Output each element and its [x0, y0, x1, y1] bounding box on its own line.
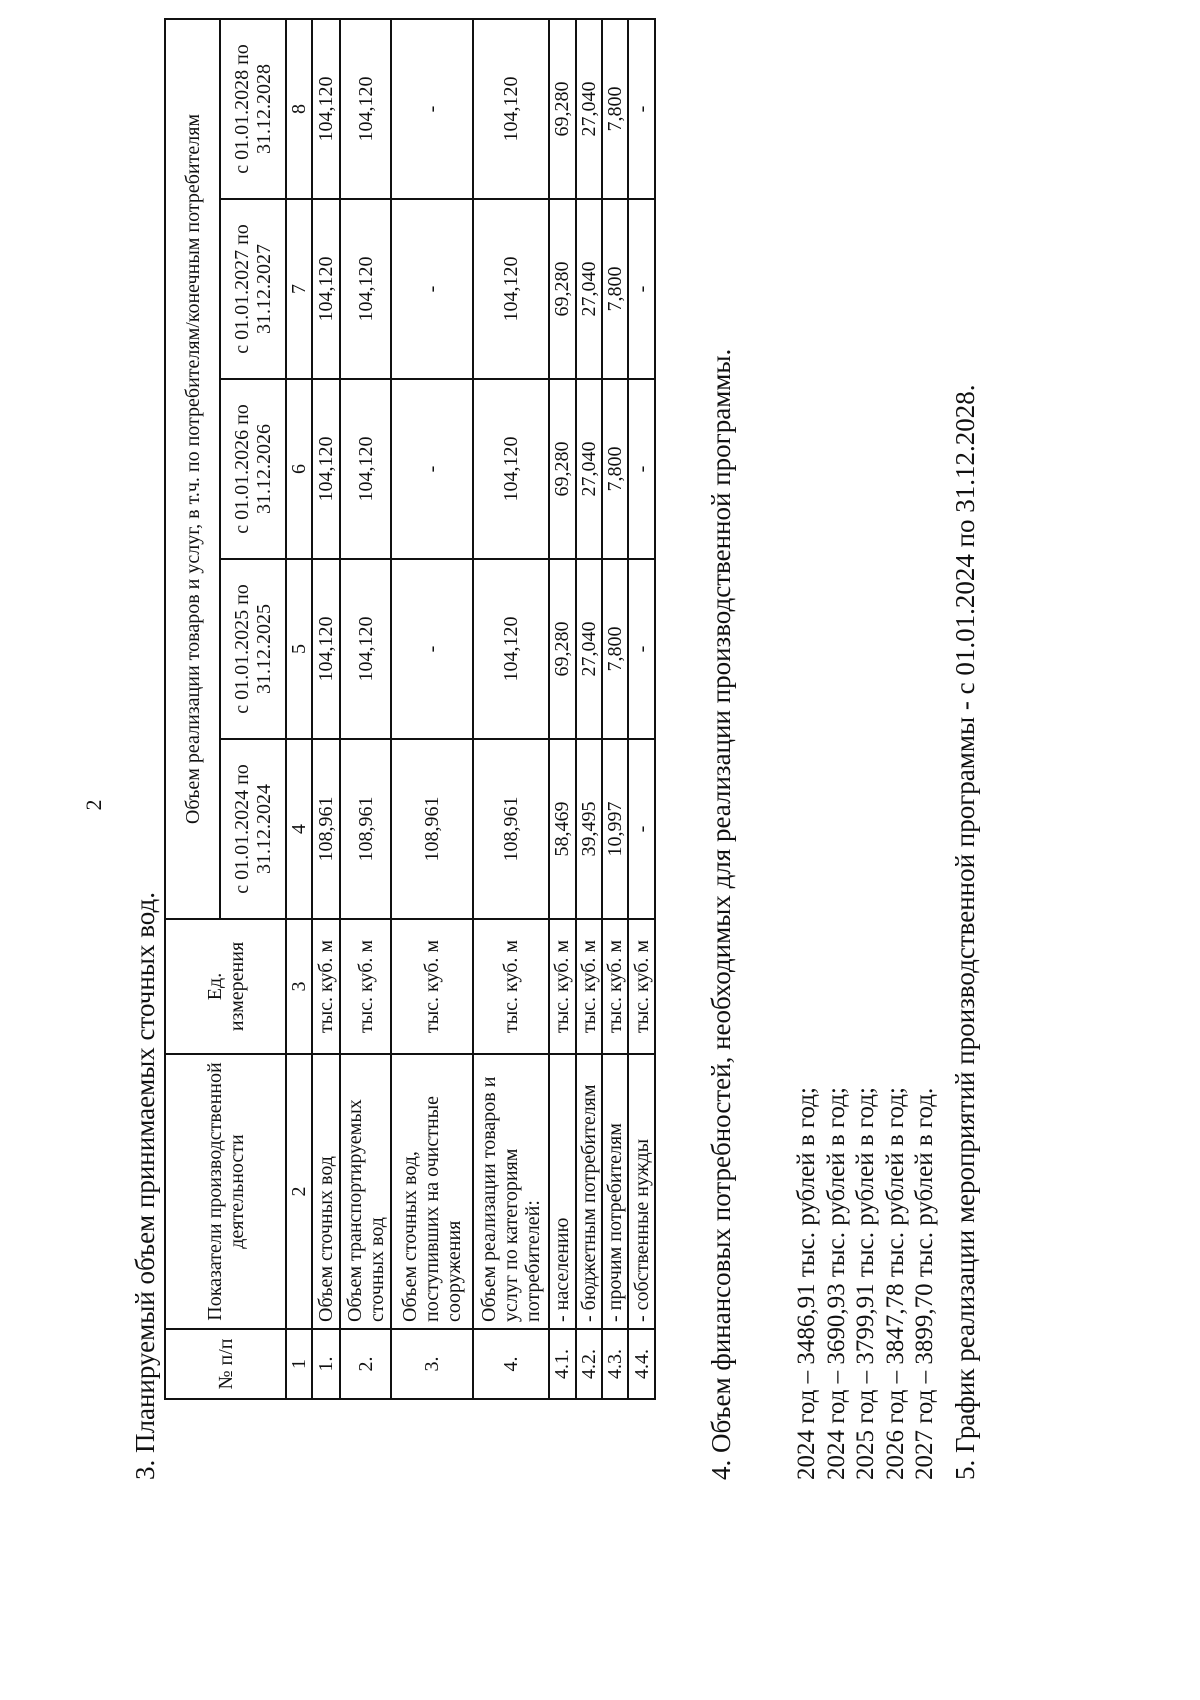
row-value: 69,280	[549, 379, 575, 559]
row-value: 104,120	[312, 199, 340, 379]
row-num: 4.	[473, 1329, 549, 1399]
row-value: -	[628, 199, 655, 379]
table-row	[340, 19, 391, 1399]
row-value: 69,280	[549, 559, 575, 739]
row-value: 27,040	[576, 559, 602, 739]
section-5-title: 5. График реализации мероприятий производственной программы - с 01.01.2024 по 31.12.2028.	[950, 384, 980, 1480]
table-row	[549, 19, 575, 1399]
financial-needs-item: 2026 год – 3847,78 тыс. рублей в год;	[881, 1087, 909, 1480]
financial-needs-list	[792, 1087, 940, 1480]
row-indicator: Объем реализации товаров и услуг по категориям потребителей:	[473, 1054, 549, 1329]
row-unit: тыс. куб. м	[473, 919, 549, 1054]
row-unit: тыс. куб. м	[549, 919, 575, 1054]
row-value: 58,469	[549, 739, 575, 919]
row-value: 104,120	[340, 559, 391, 739]
row-value: 27,040	[576, 19, 602, 199]
row-num: 4.1.	[549, 1329, 575, 1399]
row-value: 104,120	[473, 19, 549, 199]
header-unit: Ед. измерения	[165, 919, 286, 1054]
row-unit: тыс. куб. м	[576, 919, 602, 1054]
financial-needs-item: 2024 год – 3486,91 тыс. рублей в год;	[793, 1087, 820, 1480]
row-num: 4.3.	[602, 1329, 628, 1399]
row-indicator: - прочим потребителям	[602, 1054, 628, 1329]
financial-needs-item: 2027 год – 3899,70 тыс. рублей в год.	[911, 1087, 938, 1480]
financial-needs-item: 2025 год – 3799,91 тыс. рублей в год;	[852, 1087, 879, 1480]
row-value: 104,120	[340, 199, 391, 379]
table-row	[628, 19, 655, 1399]
header-period: с 01.01.2025 по 31.12.2025	[220, 559, 286, 739]
section-3-title: 3. Планируемый объем принимаемых сточных вод.	[130, 892, 160, 1480]
table-row	[602, 19, 628, 1399]
row-indicator: - бюджетным потребителям	[576, 1054, 602, 1329]
row-value: 10,997	[602, 739, 628, 919]
row-num: 4.2.	[576, 1329, 602, 1399]
rotated-content	[130, 20, 990, 1480]
header-volume-group: Объем реализации товаров и услуг, в т.ч. по потребителям/конечным потребителям	[165, 19, 220, 919]
row-value: 7,800	[602, 199, 628, 379]
row-num: 2.	[340, 1329, 391, 1399]
row-value: 104,120	[473, 199, 549, 379]
row-value: -	[628, 559, 655, 739]
row-value: -	[391, 559, 472, 739]
row-indicator: Объем сточных вод, поступивших на очистные сооружения	[391, 1054, 472, 1329]
row-value: -	[391, 199, 472, 379]
column-number: 6	[286, 379, 312, 559]
row-indicator: Объем сточных вод	[312, 1054, 340, 1329]
column-number: 1	[286, 1329, 312, 1399]
row-value: 27,040	[576, 379, 602, 559]
row-value: 104,120	[340, 19, 391, 199]
row-value: -	[391, 19, 472, 199]
row-unit: тыс. куб. м	[391, 919, 472, 1054]
financial-needs-item: 2024 год – 3690,93 тыс. рублей в год;	[822, 1087, 850, 1480]
row-value: 104,120	[312, 559, 340, 739]
row-unit: тыс. куб. м	[602, 919, 628, 1054]
row-value: 104,120	[340, 379, 391, 559]
header-period: с 01.01.2026 по 31.12.2026	[220, 379, 286, 559]
row-value: 69,280	[549, 19, 575, 199]
row-indicator: - населению	[549, 1054, 575, 1329]
row-unit: тыс. куб. м	[628, 919, 655, 1054]
row-value: 104,120	[473, 379, 549, 559]
table-row	[391, 19, 472, 1399]
row-value: 27,040	[576, 199, 602, 379]
page-number: 2	[81, 799, 106, 811]
row-unit: тыс. куб. м	[312, 919, 340, 1054]
header-period: с 01.01.2028 по 31.12.2028	[220, 19, 286, 199]
row-num: 4.4.	[628, 1329, 655, 1399]
row-value: -	[391, 379, 472, 559]
column-number: 7	[286, 199, 312, 379]
table-row	[312, 19, 340, 1399]
row-value: 108,961	[391, 739, 472, 919]
wastewater-volume-table	[164, 18, 656, 1400]
row-value: 108,961	[340, 739, 391, 919]
row-value: 69,280	[549, 199, 575, 379]
row-value: 7,800	[602, 559, 628, 739]
row-value: 39,495	[576, 739, 602, 919]
row-value: -	[628, 19, 655, 199]
row-indicator: Объем транспортируемых сточных вод	[340, 1054, 391, 1329]
table-row	[473, 19, 549, 1399]
header-num: № п/п	[165, 1329, 286, 1399]
table-row	[576, 19, 602, 1399]
column-number: 2	[286, 1054, 312, 1329]
row-unit: тыс. куб. м	[340, 919, 391, 1054]
row-value: -	[628, 379, 655, 559]
header-period: с 01.01.2027 по 31.12.2027	[220, 199, 286, 379]
column-number: 8	[286, 19, 312, 199]
column-number: 5	[286, 559, 312, 739]
row-indicator: - собственные нужды	[628, 1054, 655, 1329]
row-value: -	[628, 739, 655, 919]
row-value: 7,800	[602, 19, 628, 199]
row-value: 7,800	[602, 379, 628, 559]
row-value: 104,120	[473, 559, 549, 739]
header-indicator: Показатели производственной деятельности	[165, 1054, 286, 1329]
column-number: 3	[286, 919, 312, 1054]
header-period: с 01.01.2024 по 31.12.2024	[220, 739, 286, 919]
row-value: 104,120	[312, 379, 340, 559]
row-value: 108,961	[473, 739, 549, 919]
row-value: 108,961	[312, 739, 340, 919]
row-value: 104,120	[312, 19, 340, 199]
column-number: 4	[286, 739, 312, 919]
row-num: 1.	[312, 1329, 340, 1399]
section-4-title: 4. Объем финансовых потребностей, необходимых для реализации производственной программы.	[706, 348, 736, 1480]
row-num: 3.	[391, 1329, 472, 1399]
